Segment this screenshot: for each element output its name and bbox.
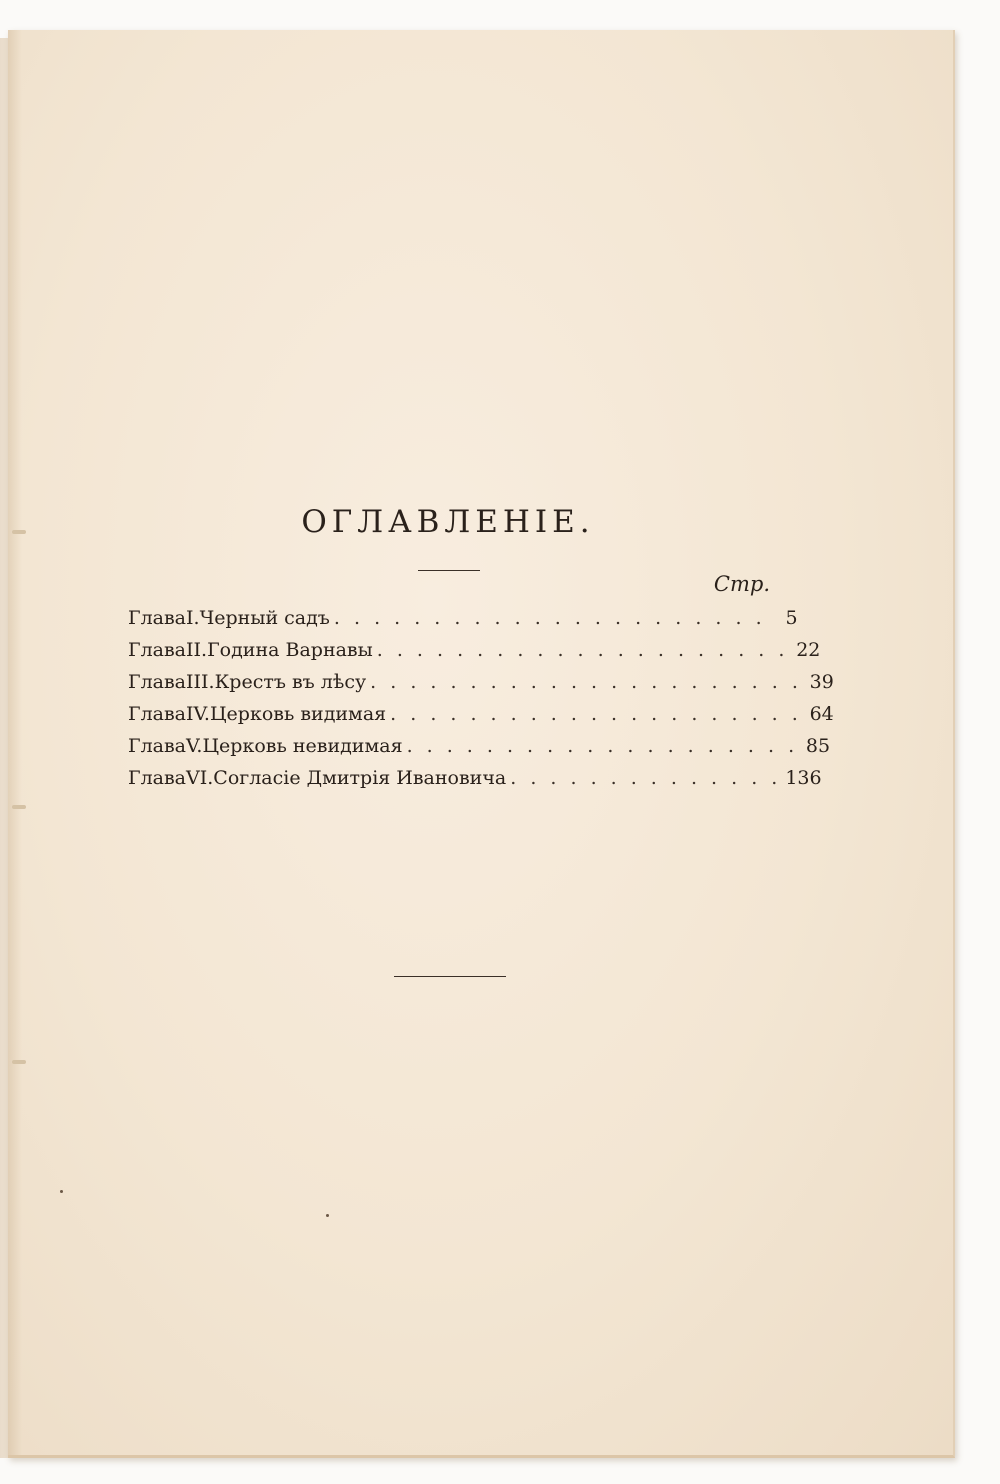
leader-dots: . . . . . . . . . . . . . . . . . . . . . <box>376 639 789 661</box>
table-of-contents <box>128 602 834 794</box>
binding-stitch <box>12 805 26 809</box>
chapter-title: Согласіе Дмитрія Ивановича <box>213 767 507 789</box>
toc-entry <box>128 602 798 634</box>
leader-dots: . . . . . . . . . . . . . . <box>510 767 782 789</box>
chapter-word: Глава <box>128 639 187 661</box>
chapter-title: Крестъ въ лѣсу <box>214 671 367 693</box>
chapter-number: IV. <box>186 703 210 725</box>
chapter-number: III. <box>186 671 215 693</box>
title-divider <box>418 570 480 571</box>
toc-entry <box>128 698 834 730</box>
paper-speck <box>60 1190 63 1193</box>
chapter-word: Глава <box>128 735 187 757</box>
leader-dots: . . . . . . . . . . . . . . . . . . . . . . <box>333 607 766 629</box>
leader-dots: . . . . . . . . . . . . . . . . . . . . . <box>390 703 802 725</box>
page-number: 136 <box>785 767 822 789</box>
chapter-number: I. <box>186 607 200 629</box>
toc-entry <box>128 730 831 762</box>
chapter-number: II. <box>186 639 208 661</box>
book-page <box>8 30 955 1458</box>
page-column-label: Стр. <box>713 572 770 596</box>
page-number: 64 <box>809 703 834 725</box>
chapter-title: Церковь видимая <box>209 703 387 725</box>
paper-speck <box>326 1214 329 1217</box>
toc-entry <box>128 634 821 666</box>
end-divider <box>394 976 506 977</box>
chapter-word: Глава <box>128 767 187 789</box>
toc-entry <box>128 666 834 698</box>
page-title: ОГЛАВЛЕНІЕ. <box>301 504 595 540</box>
chapter-word: Глава <box>128 607 187 629</box>
leader-dots: . . . . . . . . . . . . . . . . . . . . . . <box>370 671 802 693</box>
chapter-title: Черный садъ <box>199 607 330 629</box>
binding-stitch <box>12 1060 26 1064</box>
page-number: 22 <box>796 639 821 661</box>
page-number: 39 <box>809 671 834 693</box>
chapter-number: V. <box>186 735 203 757</box>
chapter-word: Глава <box>128 671 187 693</box>
toc-entry <box>128 762 822 794</box>
chapter-word: Глава <box>128 703 187 725</box>
page-number: 5 <box>785 607 798 629</box>
page-number: 85 <box>805 735 831 757</box>
chapter-title: Година Варнавы <box>207 639 373 661</box>
chapter-number: VI. <box>186 767 214 789</box>
leader-dots: . . . . . . . . . . . . . . . . . . . . <box>406 735 799 757</box>
chapter-title: Церковь невидимая <box>202 735 403 757</box>
